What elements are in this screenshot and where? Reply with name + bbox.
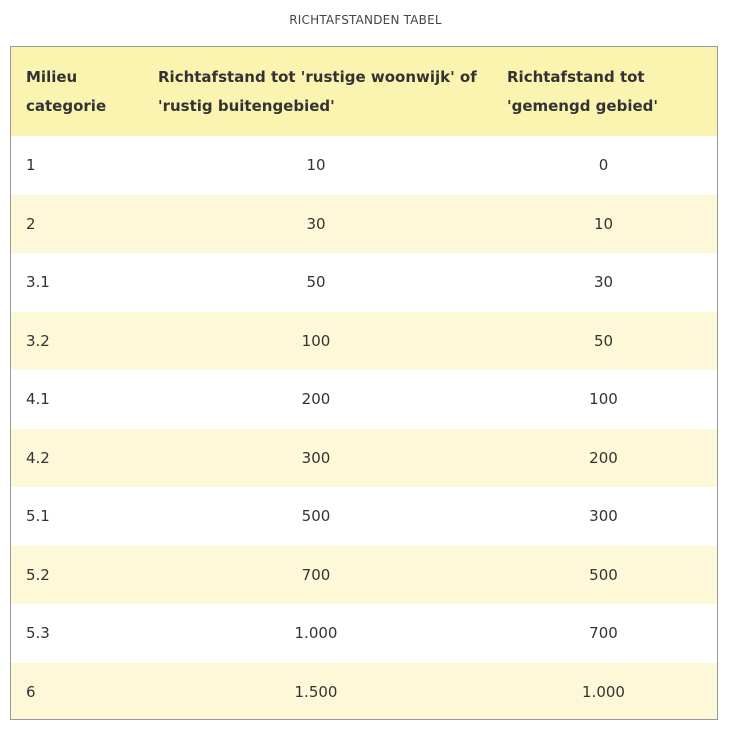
cell-rustig: 700 — [301, 565, 331, 584]
table-row — [11, 312, 717, 371]
table-row — [11, 370, 717, 429]
cell-rustig: 30 — [306, 214, 326, 233]
cell-gemengd: 700 — [589, 624, 618, 643]
table-row — [11, 253, 717, 312]
column-header-rustig: Richtafstand tot 'rustige woonwijk' of 'rustig buitengebied' — [158, 67, 477, 115]
cell-gemengd: 50 — [593, 331, 614, 350]
table-row — [11, 487, 717, 546]
cell-category: 5.2 — [26, 565, 50, 584]
cell-category: 2 — [26, 214, 36, 233]
cell-rustig: 200 — [301, 390, 331, 409]
cell-gemengd: 300 — [589, 507, 618, 526]
cell-category: 6 — [26, 682, 36, 701]
cell-rustig: 10 — [306, 156, 326, 175]
column-header-category: Milieu categorie — [26, 67, 107, 115]
table-header — [11, 47, 717, 136]
table-row — [11, 546, 717, 605]
cell-gemengd: 200 — [589, 448, 618, 467]
table-row — [11, 429, 717, 488]
cell-gemengd: 100 — [589, 390, 618, 409]
cell-category: 5.1 — [26, 507, 50, 526]
cell-rustig: 300 — [301, 448, 331, 467]
cell-category: 4.1 — [26, 390, 50, 409]
cell-category: 4.2 — [26, 448, 50, 467]
column-header-gemengd: Richtafstand tot 'gemengd gebied' — [507, 67, 658, 115]
cell-gemengd: 0 — [598, 156, 609, 175]
cell-gemengd: 10 — [593, 214, 614, 233]
table-row — [11, 604, 717, 663]
cell-rustig: 50 — [306, 273, 326, 292]
cell-category: 3.2 — [26, 331, 50, 350]
table-caption: RICHTAFSTANDEN TABEL — [289, 13, 442, 27]
cell-rustig: 500 — [301, 507, 331, 526]
table-body — [11, 136, 717, 720]
cell-category: 3.1 — [26, 273, 50, 292]
cell-gemengd: 1.000 — [582, 682, 625, 701]
cell-gemengd: 500 — [589, 565, 618, 584]
cell-rustig: 1.000 — [294, 624, 338, 643]
table-row — [11, 195, 717, 254]
cell-rustig: 1.500 — [294, 682, 338, 701]
table-row — [11, 663, 717, 721]
cell-category: 5.3 — [26, 624, 50, 643]
cell-rustig: 100 — [301, 331, 331, 350]
distance-table-container — [10, 46, 718, 720]
cell-gemengd: 30 — [593, 273, 614, 292]
cell-category: 1 — [26, 156, 36, 175]
table-row — [11, 136, 717, 195]
header-row — [11, 47, 717, 136]
distance-table — [11, 47, 717, 720]
